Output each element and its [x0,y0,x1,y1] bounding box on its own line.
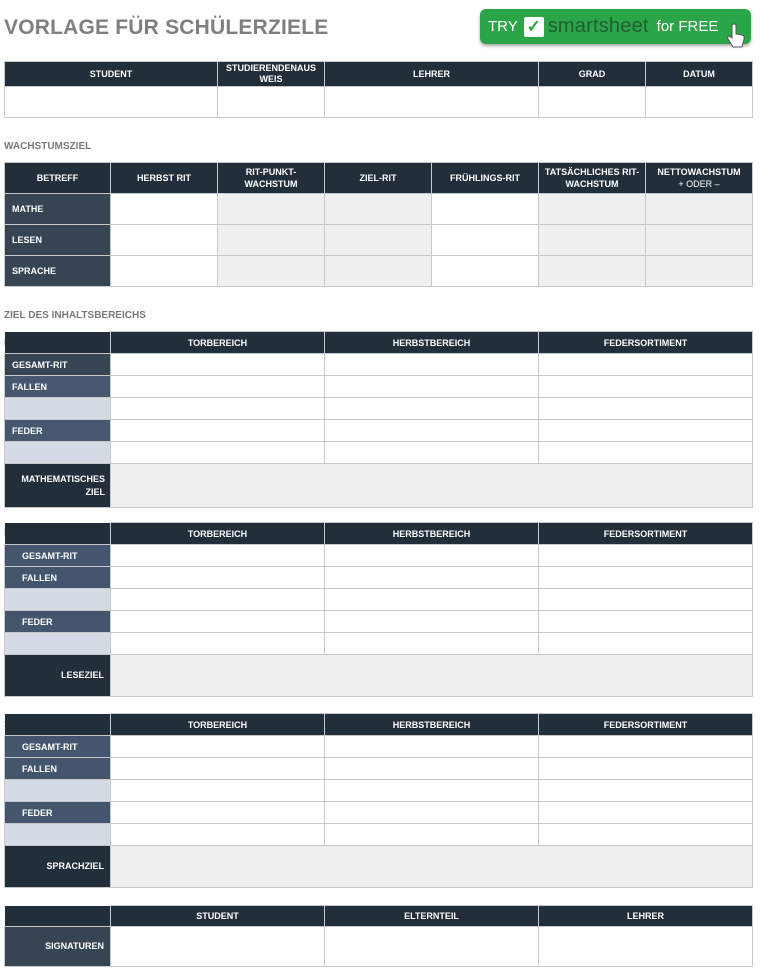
header-sig-parent: ELTERNTEIL [325,906,539,927]
header-fall-rit: HERBST RIT [111,163,218,194]
cell[interactable] [325,225,432,256]
signature-student-cell[interactable] [111,927,325,967]
row-label-reading: LESEN [5,225,111,256]
smartsheet-try-banner[interactable] [480,9,751,44]
row-label-math: MATHE [5,194,111,225]
cell[interactable] [539,398,753,420]
row-label-total-rit: GESAMT-RIT [5,736,111,758]
row-label-spring: FEDER [5,802,111,824]
cell[interactable] [325,736,539,758]
cell[interactable] [646,256,753,287]
goal-cell-language[interactable] [111,846,753,888]
cell[interactable] [539,225,646,256]
cell[interactable] [325,420,539,442]
cell[interactable] [325,802,539,824]
checkmark-icon: ✓ [524,17,544,37]
header-goal-range: TORBEREICH [111,714,325,736]
cell[interactable] [111,354,325,376]
cell[interactable] [111,780,325,802]
header-student: STUDENT [5,62,218,87]
blank-corner [5,906,111,927]
cell[interactable] [111,545,325,567]
header-grade: GRAD [539,62,646,87]
page-title: VORLAGE FÜR SCHÜLERZIELE [4,16,329,39]
cell[interactable] [325,824,539,846]
header-net-growth-cell [646,163,753,194]
cell[interactable] [539,780,753,802]
row-label-total-rit: GESAMT-RIT [5,354,111,376]
goal-label-language: SPRACHZIEL [5,846,111,888]
content-table-math [4,331,753,508]
pointer-hand-icon [725,23,747,49]
cell[interactable] [111,420,325,442]
student-info-table [4,61,753,118]
goal-label-math: MATHEMATISCHES ZIEL [5,464,111,508]
content-table-language [4,713,753,888]
cell[interactable] [111,376,325,398]
cell[interactable] [111,442,325,464]
goal-cell-math[interactable] [111,464,753,508]
content-section-label: ZIEL DES INHALTSBEREICHS [4,310,146,321]
signature-parent-cell[interactable] [325,927,539,967]
row-label-blank [5,442,111,464]
row-label-total-rit: GESAMT-RIT [5,545,111,567]
cell[interactable] [539,567,753,589]
student-id-cell[interactable] [218,87,325,118]
cell[interactable] [539,802,753,824]
cell[interactable] [111,758,325,780]
header-net-growth-sub: + ODER – [678,179,720,189]
blank-corner [5,332,111,354]
header-goal-range: TORBEREICH [111,332,325,354]
cell[interactable] [539,758,753,780]
header-spring-range: FEDERSORTIMENT [539,714,753,736]
header-spring-range: FEDERSORTIMENT [539,332,753,354]
cell[interactable] [539,194,646,225]
row-label-fall: FALLEN [5,758,111,780]
cell[interactable] [539,824,753,846]
cell[interactable] [539,256,646,287]
cell[interactable] [539,736,753,758]
cell[interactable] [325,545,539,567]
banner-free-text: for FREE [656,18,719,35]
row-label-fall: FALLEN [5,567,111,589]
cell[interactable] [325,758,539,780]
cell[interactable] [111,398,325,420]
row-label-blank [5,780,111,802]
cell[interactable] [539,376,753,398]
cell[interactable] [432,194,539,225]
cell[interactable] [218,225,325,256]
header-subject: BETREFF [5,163,111,194]
cell[interactable] [325,611,539,633]
goal-label-reading: LESEZIEL [5,655,111,697]
cell[interactable] [539,354,753,376]
row-label-language: SPRACHE [5,256,111,287]
row-label-blank [5,824,111,846]
date-cell[interactable] [646,87,753,118]
cell[interactable] [432,256,539,287]
cell[interactable] [325,194,432,225]
cell[interactable] [432,225,539,256]
cell[interactable] [111,736,325,758]
row-label-blank [5,589,111,611]
banner-try-text: TRY [488,18,518,35]
cell[interactable] [325,354,539,376]
cell[interactable] [539,589,753,611]
cell[interactable] [325,442,539,464]
cell[interactable] [111,567,325,589]
header-sig-teacher: LEHRER [539,906,753,927]
header-spring-range: FEDERSORTIMENT [539,523,753,545]
cell[interactable] [539,633,753,655]
cell[interactable] [111,225,218,256]
header-goal-range: TORBEREICH [111,523,325,545]
cell[interactable] [539,611,753,633]
cell[interactable] [646,194,753,225]
row-label-spring: FEDER [5,420,111,442]
cell[interactable] [325,398,539,420]
header-fall-range: HERBSTBEREICH [325,332,539,354]
header-student-id: STUDIERENDENAUSWEIS [218,62,325,87]
blank-corner [5,523,111,545]
signature-teacher-cell[interactable] [539,927,753,967]
cell[interactable] [111,589,325,611]
header-rit-growth: RIT-PUNKT-WACHSTUM [218,163,325,194]
header-sig-student: STUDENT [111,906,325,927]
cell[interactable] [325,567,539,589]
signatures-table [4,905,753,967]
header-fall-range: HERBSTBEREICH [325,523,539,545]
cell[interactable] [111,256,218,287]
cell[interactable] [325,633,539,655]
cell[interactable] [325,376,539,398]
cell[interactable] [218,194,325,225]
cell[interactable] [111,802,325,824]
cell[interactable] [218,256,325,287]
row-label-blank [5,398,111,420]
row-label-fall: FALLEN [5,376,111,398]
cell[interactable] [646,225,753,256]
cell[interactable] [325,780,539,802]
header-goal-rit: ZIEL-RIT [325,163,432,194]
teacher-cell[interactable] [325,87,539,118]
growth-section-label: WACHSTUMSZIEL [4,141,92,152]
blank-corner [5,714,111,736]
header-net-growth: NETTOWACHSTUM [657,167,741,177]
header-teacher: LEHRER [325,62,539,87]
content-table-reading [4,522,753,697]
growth-goal-table [4,162,753,287]
row-label-blank [5,633,111,655]
header-fall-range: HERBSTBEREICH [325,714,539,736]
cell[interactable] [539,545,753,567]
student-cell[interactable] [5,87,218,118]
header-actual-growth: TATSÄCHLICHES RIT-WACHSTUM [539,163,646,194]
goal-cell-reading[interactable] [111,655,753,697]
header-spring-rit: FRÜHLINGS-RIT [432,163,539,194]
cell[interactable] [111,633,325,655]
cell[interactable] [111,824,325,846]
header-date: DATUM [646,62,753,87]
cell[interactable] [325,256,432,287]
grade-cell[interactable] [539,87,646,118]
banner-brand-text: smartsheet [547,15,649,37]
cell[interactable] [111,194,218,225]
row-label-spring: FEDER [5,611,111,633]
cell[interactable] [539,420,753,442]
cell[interactable] [111,611,325,633]
signatures-label: SIGNATUREN [5,927,111,967]
cell[interactable] [325,589,539,611]
cell[interactable] [539,442,753,464]
